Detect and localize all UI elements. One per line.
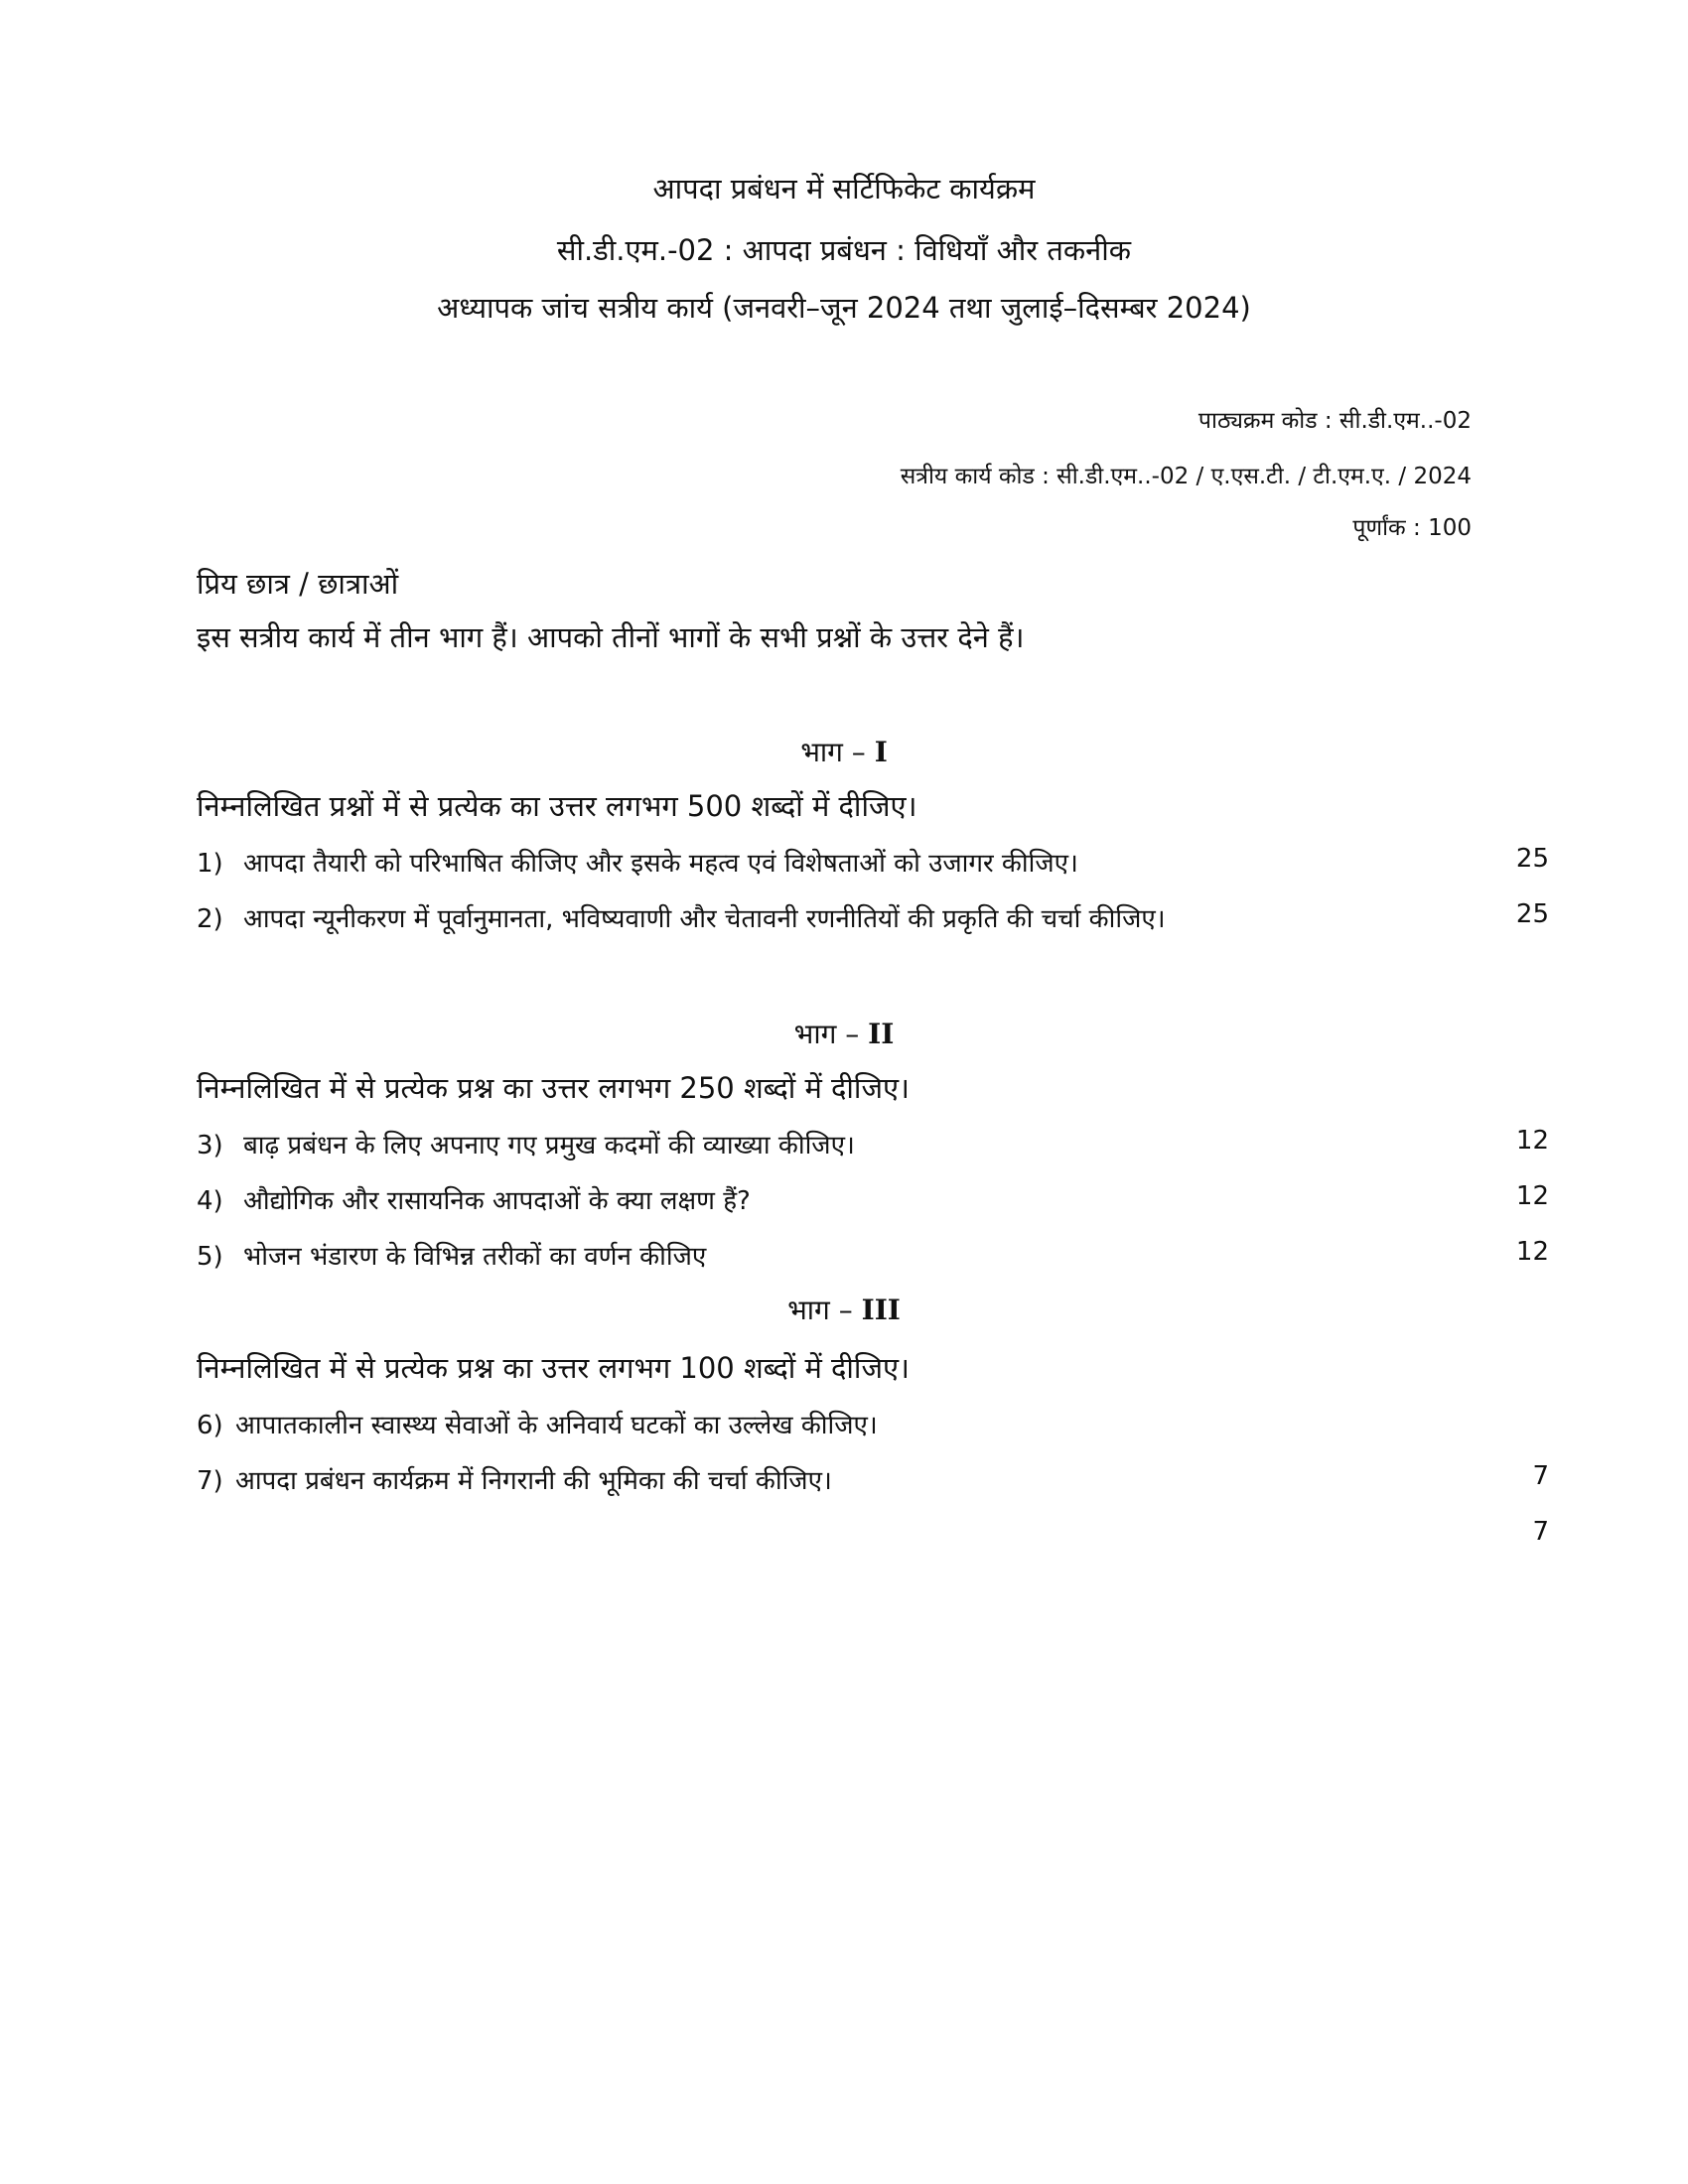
section-heading-2 xyxy=(0,1015,1688,1052)
question-number: 2) xyxy=(197,904,223,934)
question-text: बाढ़ प्रबंधन के लिए अपनाए गए प्रमुख कदमों की व्याख्या कीजिए। xyxy=(242,1131,855,1160)
salutation: प्रिय छात्र / छात्राओं xyxy=(197,567,399,601)
question-number: 3) xyxy=(197,1131,223,1160)
section-label: भाग – xyxy=(800,736,866,768)
question-marks: 25 xyxy=(1515,899,1549,929)
question-marks: 12 xyxy=(1515,1181,1549,1211)
question-row-6 xyxy=(197,1406,1549,1441)
question-text: आपातकालीन स्वास्थ्य सेवाओं के अनिवार्य घटकों का उल्लेख कीजिए। xyxy=(234,1411,878,1440)
question-text: आपदा तैयारी को परिभाषित कीजिए और इसके महत्व एवं विशेषताओं को उजागर कीजिए। xyxy=(242,849,1078,879)
section-label: भाग – xyxy=(787,1294,853,1326)
question-number: 5) xyxy=(197,1242,223,1272)
assignment-title: अध्यापक जांच सत्रीय कार्य (जनवरी–जून 2024 तथा जुलाई–दिसम्बर 2024) xyxy=(437,291,1251,325)
trailing-marks: 7 xyxy=(1532,1517,1549,1547)
question-number: 1) xyxy=(197,849,223,879)
course-code: पाठ्यक्रम कोड : सी.डी.एम..-02 xyxy=(1197,408,1472,434)
section-instruction-3: निम्नलिखित में से प्रत्येक प्रश्न का उत्तर लगभग 100 शब्दों में दीजिए। xyxy=(197,1351,910,1385)
question-row-3 xyxy=(197,1126,1549,1161)
question-number: 4) xyxy=(197,1186,223,1216)
question-row-2 xyxy=(197,899,1549,935)
question-number: 7) xyxy=(197,1466,223,1496)
question-text: आपदा न्यूनीकरण में पूर्वानुमानता, भविष्यवाणी और चेतावनी रणनीतियों की प्रकृति की चर्चा कीजिए। xyxy=(242,904,1166,934)
course-title: सी.डी.एम.-02 : आपदा प्रबंधन : विधियाँ और तकनीक xyxy=(556,233,1132,267)
section-heading-3 xyxy=(0,1291,1688,1328)
intro-note: इस सत्रीय कार्य में तीन भाग हैं। आपको तीनों भागों के सभी प्रश्नों के उत्तर देने हैं। xyxy=(197,620,1025,654)
section-label: भाग – xyxy=(793,1018,860,1050)
question-marks: 25 xyxy=(1515,844,1549,874)
question-number: 6) xyxy=(197,1411,223,1440)
section-instruction-1: निम्नलिखित प्रश्नों में से प्रत्येक का उत्तर लगभग 500 शब्दों में दीजिए। xyxy=(197,789,917,823)
question-row-7 xyxy=(197,1461,1549,1497)
question-row-4 xyxy=(197,1181,1549,1217)
section-roman: I xyxy=(874,736,888,768)
question-text: आपदा प्रबंधन कार्यक्रम में निगरानी की भूमिका की चर्चा कीजिए। xyxy=(234,1466,832,1496)
assignment-code: सत्रीय कार्य कोड : सी.डी.एम..-02 / ए.एस.टी. / टी.एम.ए. / 2024 xyxy=(900,464,1472,489)
question-row-5 xyxy=(197,1237,1549,1273)
question-text: भोजन भंडारण के विभिन्न तरीकों का वर्णन कीजिए xyxy=(242,1242,707,1272)
question-row-1 xyxy=(197,844,1549,880)
section-roman: III xyxy=(861,1294,901,1326)
programme-title: आपदा प्रबंधन में सर्टिफिकेट कार्यक्रम xyxy=(652,172,1036,205)
max-marks: पूर्णांक : 100 xyxy=(1352,515,1472,541)
question-marks: 7 xyxy=(1532,1461,1549,1491)
section-instruction-2: निम्नलिखित में से प्रत्येक प्रश्न का उत्तर लगभग 250 शब्दों में दीजिए। xyxy=(197,1071,910,1105)
question-text: औद्योगिक और रासायनिक आपदाओं के क्या लक्षण हैं? xyxy=(242,1186,751,1216)
question-marks: 12 xyxy=(1515,1126,1549,1156)
section-heading-1 xyxy=(0,733,1688,770)
question-marks: 12 xyxy=(1515,1237,1549,1267)
section-roman: II xyxy=(868,1018,895,1050)
